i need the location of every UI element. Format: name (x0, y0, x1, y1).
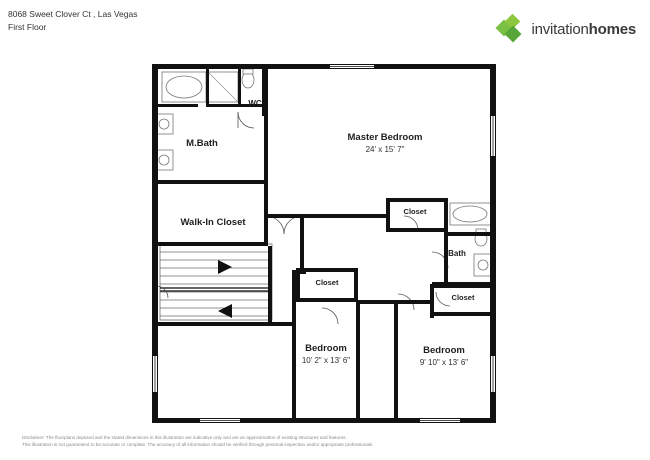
room-label-closet-bedroom: Closet (315, 278, 339, 287)
invitation-homes-diamond-icon (498, 16, 524, 42)
floorplan-diagram (0, 56, 650, 426)
brand-name-light: invitation (531, 20, 589, 38)
room-label-wc: WC (248, 99, 262, 108)
floorplan-svg (0, 56, 650, 426)
room-label-bedroom-right: Bedroom 9' 10" x 13' 6" (419, 345, 469, 367)
disclaimer (22, 434, 522, 448)
room-label-walk-in-closet: Walk-In Closet (180, 217, 246, 228)
address-line-1: 8068 Sweet Clover Ct , Las Vegas (8, 9, 138, 19)
walls (152, 64, 496, 423)
room-label-closet-bath: Closet (451, 293, 475, 302)
address-line-2: First Floor (8, 22, 47, 32)
room-label-master-bedroom: Master Bedroom 24' x 15' 7" (347, 132, 423, 154)
brand-name (531, 21, 636, 38)
header-address (8, 8, 137, 34)
brand-name-bold: homes (588, 20, 636, 38)
room-label-bath: Bath (448, 249, 466, 258)
room-label-master-bath: M.Bath (186, 138, 218, 149)
room-label-bedroom-center: Bedroom 10' 2" x 13' 6" (301, 343, 351, 365)
brand-logo (498, 16, 636, 42)
disclaimer-line-2: This illustration is not guaranteed to be accurate or complete. The accuracy of all information should be verified through personal inspection and/or appropriate professionals. (22, 442, 374, 447)
staircase (160, 244, 272, 320)
disclaimer-line-1: Disclaimer: The floorplans depicted and the stated dimensions in this illustration are indicative only and are an approximation of existing structures and features. (22, 435, 347, 440)
room-label-closet-master: Closet (403, 207, 427, 216)
